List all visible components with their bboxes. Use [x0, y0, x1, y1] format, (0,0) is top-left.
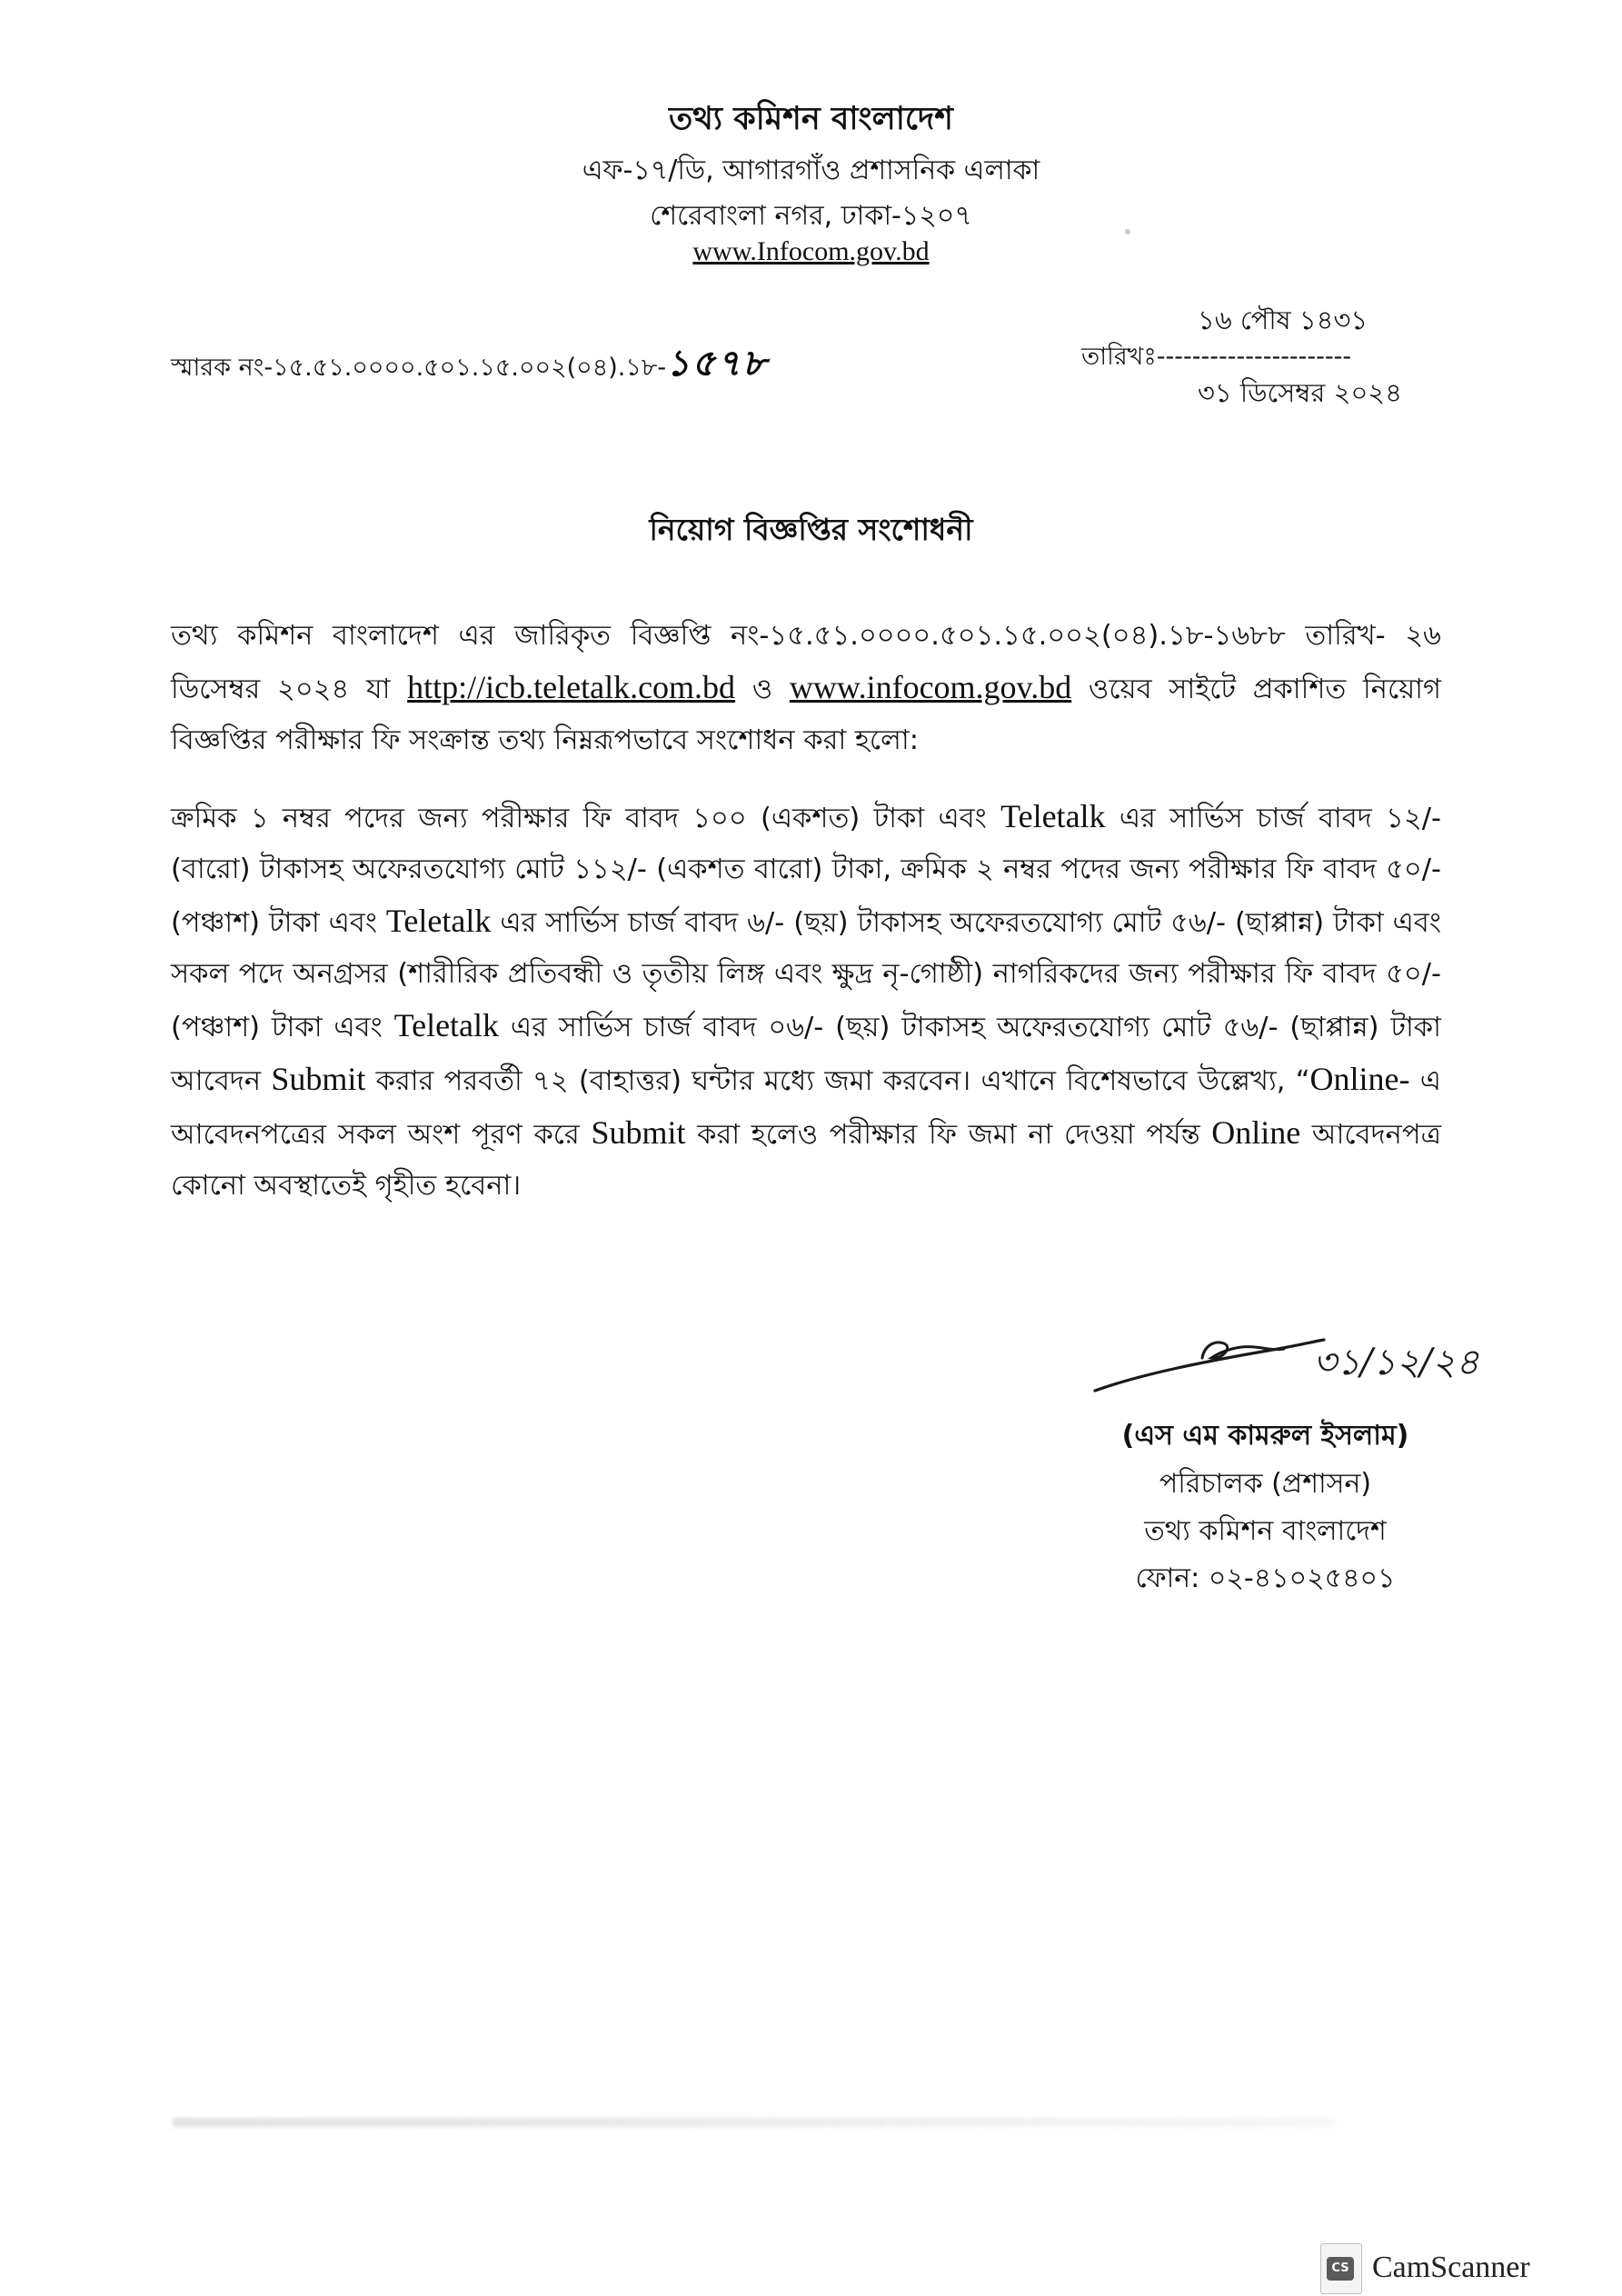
memo-reference [171, 334, 768, 395]
paragraph-1-text-a: তথ্য কমিশন বাংলাদেশ এর জারিকৃত বিজ্ঞপ্তি নং-১৫.৫১.০০০০.৫০১.১৫.০০২(০৪).১৮-১৬৮৮ তারিখ- ২৬ ডিসেম্বর ২০২৪ যা [171, 620, 1441, 705]
handwritten-signature [1086, 1318, 1522, 1418]
paragraph-1-text-b: ও [735, 674, 790, 705]
paragraph-2-text: এর সার্ভিস চার্জ বাবদ ০৬/- (ছয়) টাকাসহ অফেরতযোগ্য মোট ৫৬/- (ছাপ্পান্ন) টাকা আবেদন [171, 1012, 1441, 1097]
camscanner-logo-icon: CS [1327, 2257, 1354, 2281]
paragraph-2-latin: Teletalk [393, 1007, 500, 1043]
paragraph-1-text-c: ওয়েব সাইটে প্রকাশিত নিয়োগ বিজ্ঞপ্তির পরীক্ষার ফি সংক্রান্ত তথ্য নিম্নরূপভাবে সংশোধন করা হলো: [171, 674, 1441, 756]
scan-artifact-line [173, 2118, 1336, 2127]
organization-title: তথ্য কমিশন বাংলাদেশ [668, 101, 954, 137]
paragraph-2-text: করা হলেও পরীক্ষার ফি জমা না দেওয়া পর্যন্ত [685, 1119, 1212, 1151]
signer-phone: ফোন: ০২-৪১০২৫৪০১ [1135, 1562, 1396, 1594]
memo-handwritten-number: ১৫৭৮ [666, 342, 769, 384]
date-bangla: ১৬ পৌষ ১৪৩১ [1198, 304, 1368, 335]
body-paragraph-1 [171, 611, 1441, 766]
memo-reference-prefix: স্মারক নং-১৫.৫১.০০০০.৫০১.১৫.০০২(০৪).১৮- [171, 354, 667, 382]
infocom-url-link[interactable]: www.infocom.gov.bd [789, 669, 1072, 705]
signer-organization: তথ্য কমিশন বাংলাদেশ [1144, 1515, 1387, 1547]
signature-underline-stroke [1095, 1340, 1324, 1391]
paragraph-2-text: এ আবেদনপত্রের সকল অংশ পূরণ করে [171, 1065, 1441, 1151]
camscanner-watermark-text: CamScanner [1372, 2251, 1530, 2284]
body-paragraph-2 [171, 791, 1441, 1212]
date-english: ৩১ ডিসেম্বর ২০২৪ [1198, 377, 1402, 408]
paragraph-2-text: আবেদনপত্র কোনো অবস্থাতেই গৃহীত হবেনা। [171, 1119, 1442, 1202]
address-line-1: এফ-১৭/ডি, আগারগাঁও প্রশাসনিক এলাকা [582, 155, 1040, 186]
paragraph-2-latin: Online- [1309, 1061, 1410, 1097]
notice-subject: নিয়োগ বিজ্ঞপ্তির সংশোধনী [649, 512, 973, 547]
signature-handwritten-date: ৩১/১২/২৪ [1313, 1342, 1479, 1383]
paragraph-2-text: করার পরবর্তী ৭২ (বাহাত্তর) ঘন্টার মধ্যে জমা করবেন। এখানে বিশেষভাবে উল্লেখ্য, “ [365, 1065, 1310, 1097]
signer-name: (এস এম কামরুল ইসলাম) [1121, 1420, 1409, 1452]
website-link[interactable]: www.Infocom.gov.bd [692, 236, 930, 266]
paragraph-2-latin: Teletalk [1000, 798, 1106, 834]
address-line-2: শেরেবাংলা নগর, ঢাকা-১২০৭ [650, 200, 972, 232]
teletalk-url-link[interactable]: http://icb.teletalk.com.bd [407, 669, 736, 705]
paragraph-2-text: ক্রমিক ১ নম্বর পদের জন্য পরীক্ষার ফি বাবদ ১০০ (একশত) টাকা এবং [171, 803, 1001, 834]
date-label: তারিখঃ---------------------- [1081, 343, 1352, 371]
paragraph-2-latin: Submit [271, 1061, 366, 1097]
paragraph-2-latin: Teletalk [385, 903, 492, 939]
paragraph-2-latin: Online [1211, 1114, 1301, 1151]
paragraph-2-text: এর সার্ভিস চার্জ বাবদ ৬/- (ছয়) টাকাসহ অফেরতযোগ্য মোট ৫৬/- (ছাপ্পান্ন) টাকা এবং সকল পদে অনগ্রসর (শারীরিক প্রতিবন্ধী ও তৃতীয় লিঙ্গ এবং ক্ষুদ্র নৃ-গোষ্ঠী) নাগরিকদের জন্য পরীক্ষার ফি বাবদ ৫০/- (পঞ্চাশ) টাকা এবং [171, 907, 1441, 1043]
paragraph-2-latin: Submit [591, 1114, 686, 1151]
camscanner-badge [1320, 2243, 1362, 2294]
signer-designation: পরিচালক (প্রশাসন) [1159, 1468, 1372, 1500]
paragraph-2-text: এর সার্ভিস চার্জ বাবদ ১২/- (বারো) টাকাসহ অফেরতযোগ্য মোট ১১২/- (একশত বারো) টাকা, ক্রমিক ২ নম্বর পদের জন্য পরীক্ষার ফি বাবদ ৫০/- (পঞ্চাশ) টাকা এবং [171, 803, 1441, 939]
scan-speck [1125, 229, 1130, 235]
